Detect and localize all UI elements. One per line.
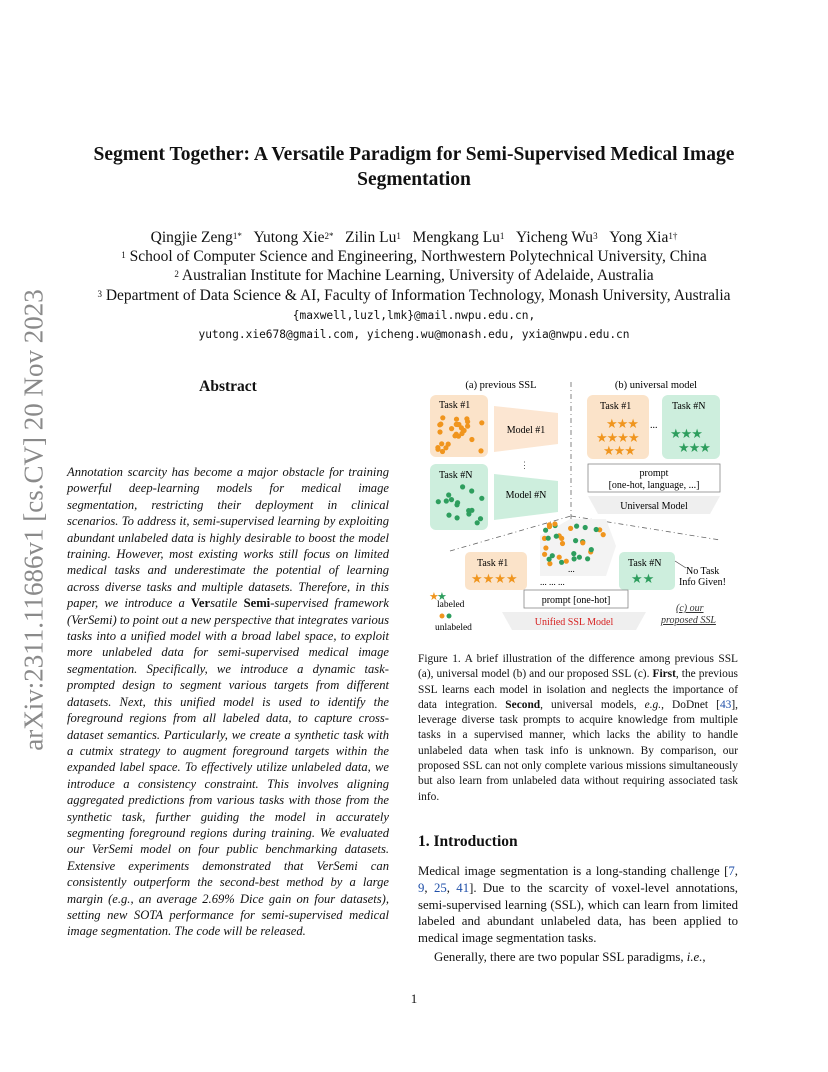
data-dot	[559, 536, 564, 541]
data-dot	[559, 560, 564, 565]
svg-text:★: ★	[429, 591, 439, 603]
data-dot	[449, 497, 454, 502]
data-dot	[438, 422, 443, 427]
svg-text:prompt: prompt	[639, 468, 669, 479]
data-dot	[435, 447, 440, 452]
author-name: Yutong Xie$^{2*}$	[253, 229, 334, 246]
citation-link[interactable]: 7	[728, 864, 735, 878]
author-name: Qingjie Zeng$^{1*}$	[150, 229, 242, 246]
svg-text:Model #N: Model #N	[505, 490, 547, 501]
data-dot	[547, 561, 552, 566]
arxiv-sidebar	[14, 280, 54, 760]
data-dot	[543, 545, 548, 550]
data-dot	[568, 526, 573, 531]
citation-link[interactable]: 9	[418, 880, 425, 895]
author-name: Mengkang Lu$^1$	[412, 229, 505, 246]
svg-text:...: ...	[568, 564, 575, 574]
svg-text:Info Given!: Info Given!	[679, 577, 726, 588]
svg-text:... ... ...: ... ... ...	[540, 577, 565, 587]
svg-text:Unified SSL Model: Unified SSL Model	[534, 617, 614, 628]
data-dot	[479, 420, 484, 425]
data-dot	[560, 541, 565, 546]
affiliation-2: $^2$ Australian Institute for Machine Learning, University of Adelaide, Australia	[174, 267, 654, 284]
data-dot	[475, 520, 480, 525]
data-dot	[542, 552, 547, 557]
data-dot	[547, 524, 552, 529]
data-dot	[455, 422, 460, 427]
data-dot	[449, 426, 454, 431]
data-dot	[580, 540, 585, 545]
data-dot	[573, 538, 578, 543]
svg-text:Task #N: Task #N	[628, 558, 662, 569]
data-dot	[446, 492, 451, 497]
data-dot	[440, 415, 445, 420]
email-line-1: {maxwell,luzl,lmk}@mail.nwpu.edu.cn,	[292, 309, 536, 322]
data-dot	[546, 536, 551, 541]
abstract-heading: Abstract	[199, 378, 257, 395]
data-dot	[572, 556, 577, 561]
svg-text:★★★: ★★★	[670, 426, 702, 441]
label-previous-ssl: (a) previous SSL	[465, 380, 537, 391]
svg-text:Model #1: Model #1	[506, 425, 546, 436]
data-dot	[460, 484, 465, 489]
data-dot	[552, 521, 557, 526]
paper-title: Segment Together: A Versatile Paradigm for Semi-Supervised Medical Image Segmentation	[93, 144, 735, 190]
data-dot	[455, 515, 460, 520]
svg-text:No Task: No Task	[686, 566, 720, 577]
data-dot	[478, 516, 483, 521]
citation-link[interactable]: 43	[719, 698, 732, 711]
author-name: Yong Xia$^{1\dagger}$	[609, 229, 678, 246]
data-dot	[469, 437, 474, 442]
svg-text:★★★★: ★★★★	[471, 571, 518, 586]
email-line-2: yutong.xie678@gmail.com, yicheng.wu@monash.edu, yxia@nwpu.edu.cn	[198, 328, 630, 341]
svg-text:Universal Model: Universal Model	[620, 501, 688, 512]
data-dot	[478, 448, 483, 453]
data-dot	[554, 534, 559, 539]
data-dot	[455, 500, 460, 505]
svg-text:Task #1: Task #1	[600, 401, 632, 412]
page-number: 1	[410, 991, 418, 1006]
svg-text:★★★: ★★★	[678, 440, 710, 455]
affiliation-3: $^3$ Department of Data Science & AI, Faculty of Information Technology, Monash University, Australia	[97, 287, 731, 304]
data-dot	[454, 417, 459, 422]
author-name: Zilin Lu$^1$	[345, 229, 401, 246]
svg-text:★★★: ★★★	[603, 443, 635, 458]
data-dot	[574, 524, 579, 529]
data-dot	[462, 428, 467, 433]
section-heading-introduction: 1. Introduction	[418, 833, 518, 850]
data-dot	[469, 488, 474, 493]
svg-text:unlabeled: unlabeled	[435, 623, 472, 633]
data-dot	[594, 527, 599, 532]
data-dot	[452, 433, 457, 438]
data-dot	[446, 513, 451, 518]
svg-text:⋮: ⋮	[520, 460, 529, 470]
svg-text:★★★: ★★★	[606, 416, 638, 431]
author-name: Yicheng Wu$^3$	[516, 229, 598, 246]
abstract-body: Annotation scarcity has become a major obstacle for training powerful deep-learning models for medical image segmentation, restricting their deployment in clinical scenarios. To address it, semi-supervised learning by exploiting abundant unlabeled data is highly desirable to boost the model training. However, most existing works still focus on limited medical tasks and underestimate the potential of learning across diverse tasks and multiple datasets. Therefore, in this paper, we introduce a Versatile Semi-supervised framework (VerSemi) to point out a new perspective that integrates various tasks into a unified model with a broad label space, to exploit more unlabeled data for semi-supervised medical image segmentation. Specifically, we introduce a dynamic task-prompted design to segment various targets from different datasets. Next, this unified model is used to identify the foreground regions from all labeled data, to capture cross-dataset semantics. Particularly, we create a synthetic task with a cutmix strategy to augment foreground targets within the expanded label space. To effectively utilize unlabeled data, we introduce a consistency constraint. This involves aligning aggregated predictions from various tasks with those from the synthetic task, further guiding the model in accurately segmenting foreground regions during training. We evaluated our VerSemi model on four public benchmarking datasets. Extensive experiments demonstrated that VerSemi can consistently outperform the second-best method by a large margin (e.g., an average 2.69% Dice gain on four datasets), setting new SOTA performance for semi-supervised medical image segmentation. The code will be released.	[67, 465, 390, 939]
label-universal-model: (b) universal model	[614, 380, 698, 391]
data-dot	[589, 547, 594, 552]
svg-text:★★★★: ★★★★	[596, 430, 639, 445]
data-dot	[444, 498, 449, 503]
svg-text:...: ...	[650, 420, 658, 431]
svg-text:prompt [one-hot]: prompt [one-hot]	[541, 595, 611, 606]
arxiv-id: arXiv:2311.11686v1 [cs.CV] 20 Nov 2023	[18, 289, 49, 751]
data-dot	[443, 445, 448, 450]
citation-link[interactable]: 25	[433, 880, 447, 895]
data-dot	[436, 499, 441, 504]
data-dot	[601, 532, 606, 537]
data-dot	[583, 525, 588, 530]
figure-1-caption: Figure 1. A brief illustration of the difference among previous SSL (a), universal model (b) and our proposed SSL (c). First, the previous SSL learns each model in isolation and neglects the importance of data integration. Second, universal models, e.g., DoDnet [43], leverage diverse task prompts to acquire knowledge from multiple tasks in a supervised manner, which lacks the ability to handle unlabeled data when task info is unknown. By comparison, our proposed SSL can not only complete various missions simultaneously but also learn from unlabeled data without requiring associated task info.	[418, 653, 738, 803]
data-dot	[585, 556, 590, 561]
svg-text:Task #N: Task #N	[672, 401, 706, 412]
data-dot	[465, 424, 470, 429]
svg-text:Task #1: Task #1	[439, 400, 471, 411]
svg-text:labeled: labeled	[437, 600, 465, 610]
introduction-body: Medical image segmentation is a long-standing challenge [7, 9, 25, 41]. Due to the scarcity of voxel-level annotations, semi-supervised learning (SSL), which can learn from limited labeled and abundant unlabeled data, has been applied to medical image segmentation tasks. Generally, there are two popular SSL paradigms, i.e.,	[418, 864, 739, 964]
author-list	[0, 228, 828, 248]
data-dot	[543, 528, 548, 533]
data-dot	[557, 555, 562, 560]
data-dot	[577, 555, 582, 560]
affiliation-1: $^1$ School of Computer Science and Engineering, Northwestern Polytechnical University, China	[121, 248, 707, 265]
svg-text:proposed SSL: proposed SSL	[661, 615, 716, 626]
data-dot	[466, 511, 471, 516]
citation-link[interactable]: 41	[456, 880, 470, 895]
svg-text:★: ★	[437, 591, 447, 603]
svg-text:(c) our: (c) our	[676, 603, 704, 614]
data-dot	[439, 441, 444, 446]
data-dot	[437, 429, 442, 434]
data-dot	[479, 496, 484, 501]
svg-text:Task #1: Task #1	[477, 558, 509, 569]
svg-text:★★: ★★	[631, 571, 655, 586]
svg-text:[one-hot, language, ...]: [one-hot, language, ...]	[608, 480, 700, 491]
svg-text:Task #N: Task #N	[439, 470, 473, 481]
data-dot	[571, 551, 576, 556]
figure-1-diagram	[420, 376, 738, 646]
data-dot	[547, 557, 552, 562]
